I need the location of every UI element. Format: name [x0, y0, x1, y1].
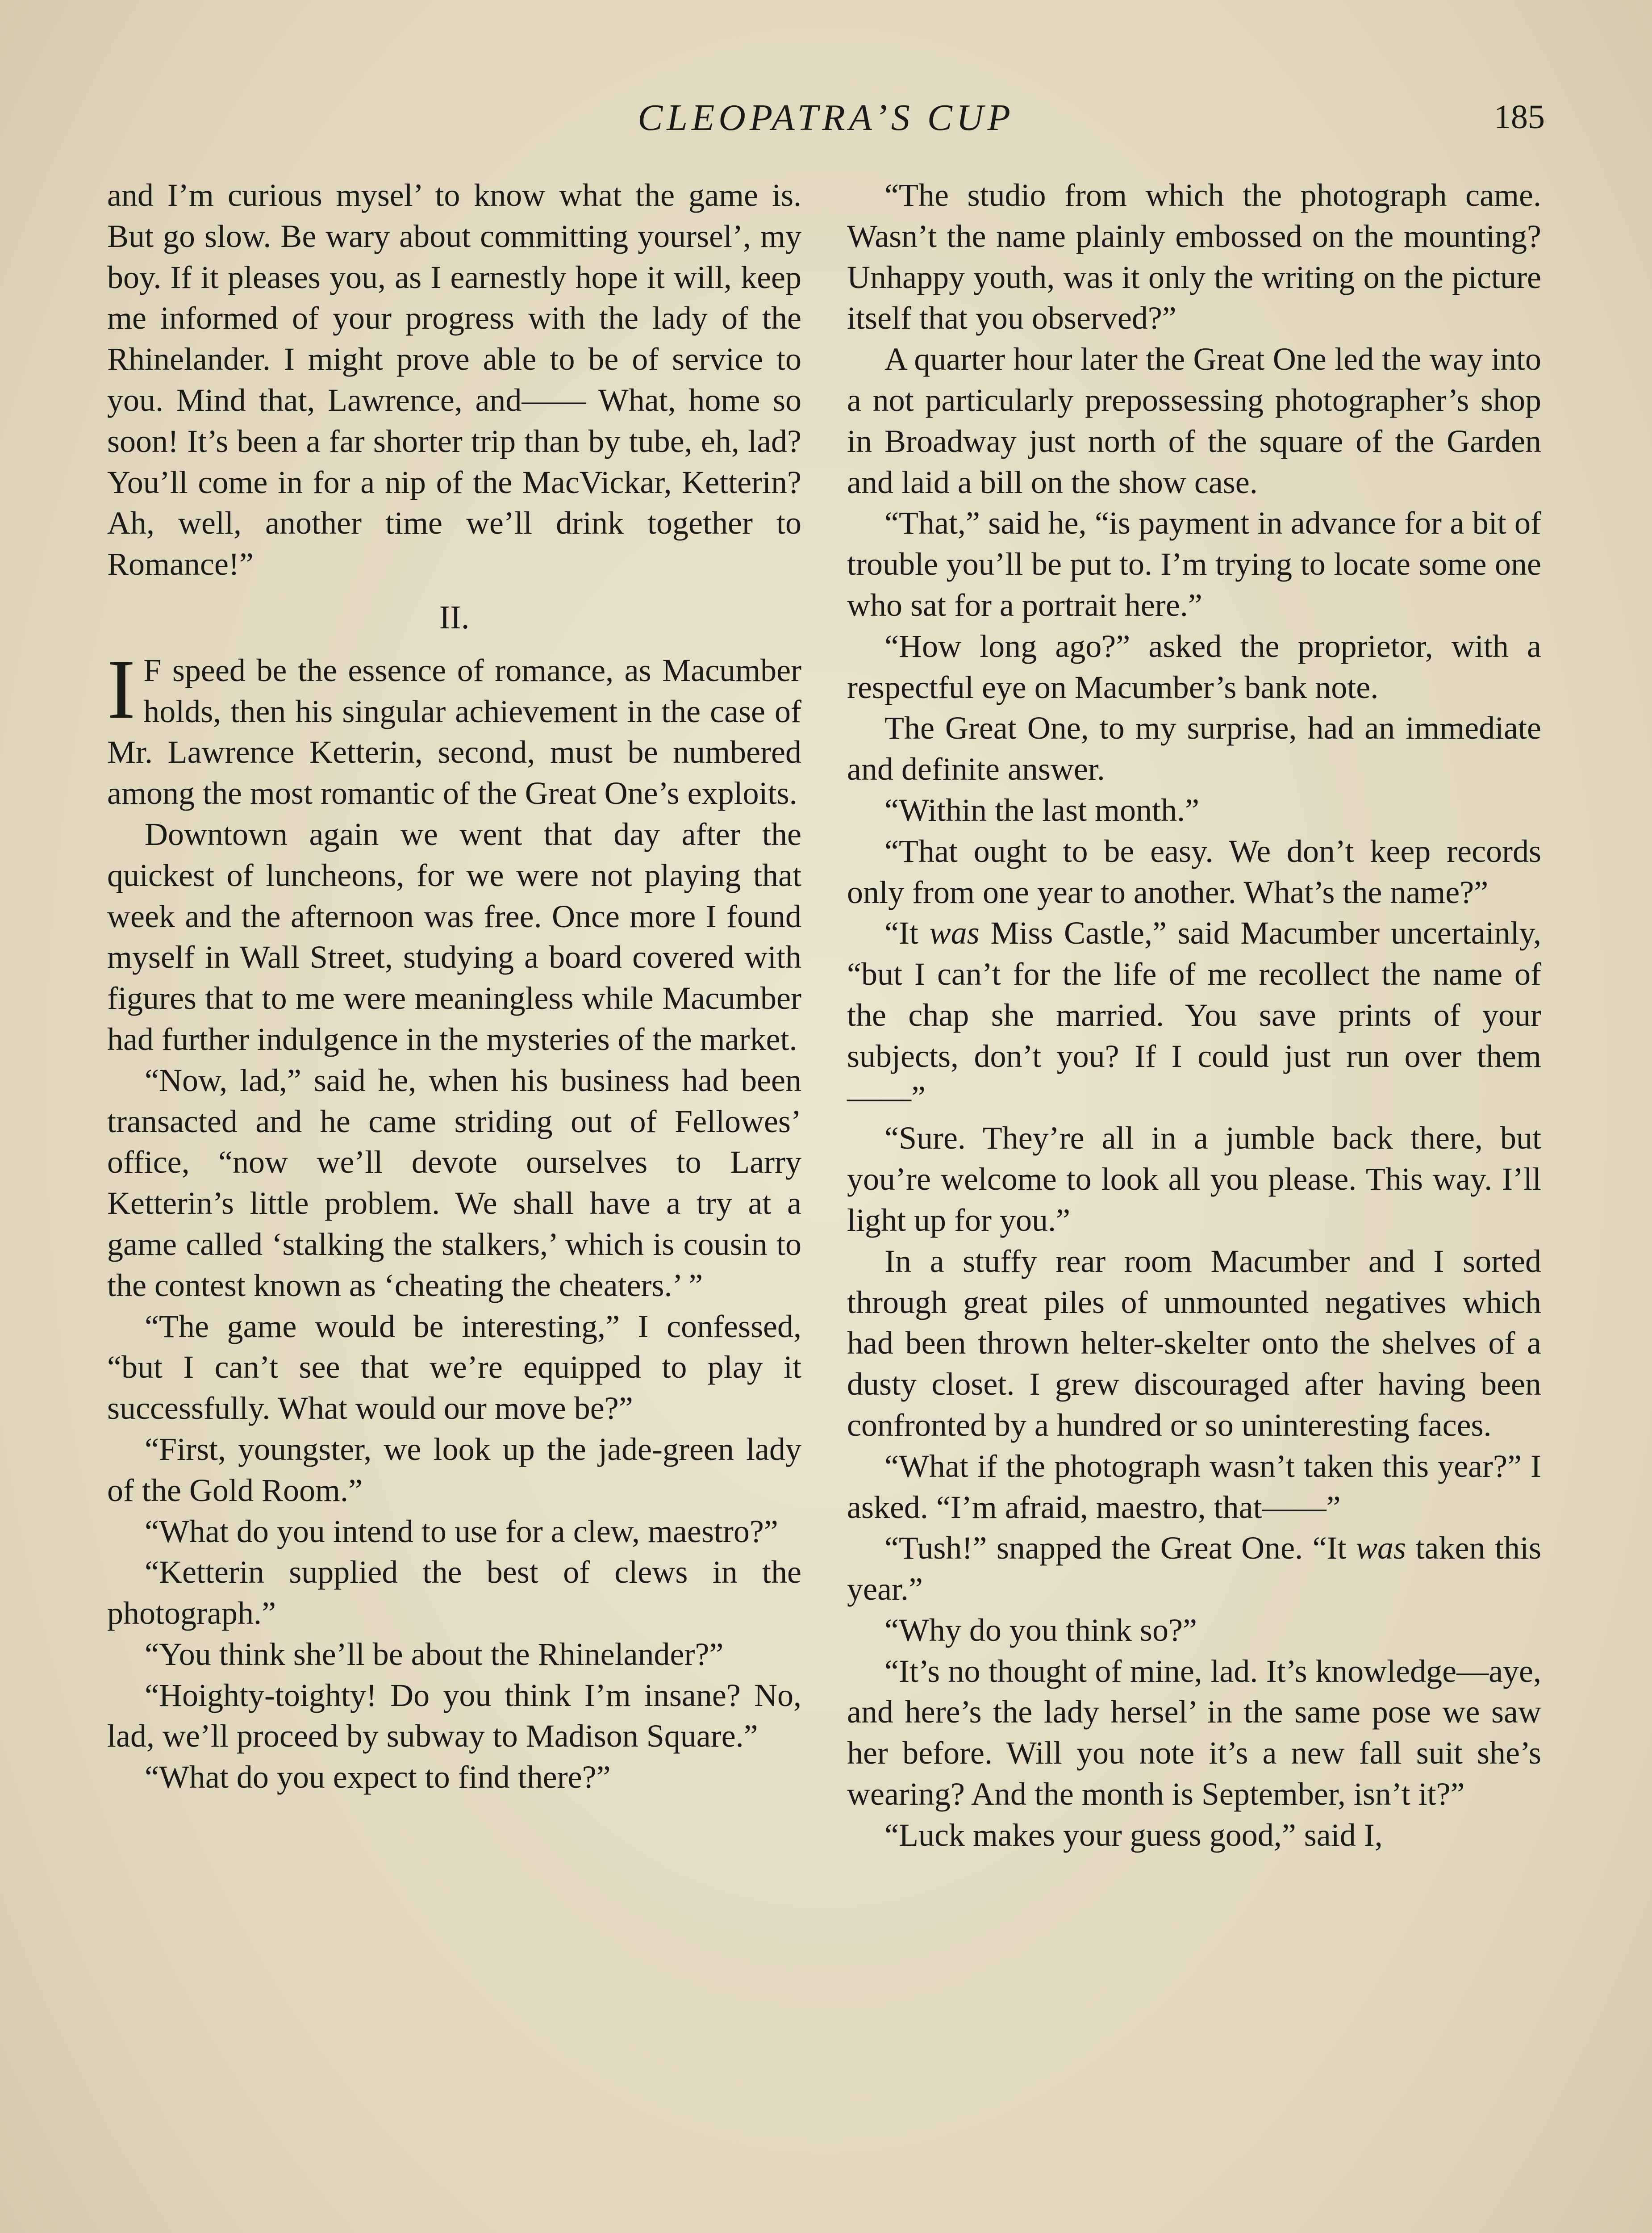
paragraph-text: “Tush!” snapped the Great One. “It	[884, 1530, 1356, 1566]
paragraph	[107, 642, 801, 814]
page-header	[0, 96, 1652, 145]
drop-cap: I	[107, 642, 136, 736]
paragraph-text: Miss Castle,” said Macumber uncertainly, “but I can’t for the life of me recollect the name of the chap she married. You save prints of your subjects, don’t you? If I could just run over them——”	[847, 915, 1541, 1115]
paragraph: “What if the photograph wasn’t taken this year?” I asked. “I’m afraid, maestro, that——”	[847, 1448, 1541, 1525]
paragraph: and I’m curious mysel’ to know what the game is. But go slow. Be wary about committing yoursel’, my boy. If it pleases you, as I earnestly hope it will, keep me informed of your progress with the lady of the Rhinelander. I might prove able to be of service to you. Mind that, Lawrence, and—— What, home so soon! It’s been a far shorter trip than by tube, eh, lad? You’ll come in for a nip of the MacVickar, Ketterin? Ah, well, another time we’ll drink together to Romance!”	[107, 177, 801, 582]
paragraph: “Now, lad,” said he, when his business had been transacted and he came striding out of Fellowes’ office, “now we’ll devote ourselves to Larry Ketterin’s little problem. We shall have a try at a game called ‘stalking the stalkers,’ which is cousin to the contest known as ‘cheating the cheaters.’ ”	[107, 1062, 801, 1303]
paragraph: “First, youngster, we look up the jade-green lady of the Gold Room.”	[107, 1431, 801, 1508]
paragraph: “It’s no thought of mine, lad. It’s knowledge—aye, and here’s the lady hersel’ in the same pose we saw her before. Will you note it’s a new fall suit she’s wearing? And the month is September, isn’t it?”	[847, 1653, 1541, 1812]
paragraph-text: F speed be the essence of romance, as Macumber holds, then his singular achievement in the case of Mr. Lawrence Ketterin, second, must be numbered among the most romantic of the Great One’s exploits.	[107, 652, 801, 811]
paragraph: “You think she’ll be about the Rhinelander?”	[145, 1636, 724, 1672]
italic-word: was	[929, 915, 980, 951]
paragraph: Downtown again we went that day after the quickest of luncheons, for we were not playing that week and the afternoon was free. Once more I found myself in Wall Street, studying a board covered with figures that to me were meaningless while Macumber had further indulgence in the mysteries of the market.	[107, 816, 801, 1057]
paragraph: “Why do you think so?”	[884, 1612, 1197, 1648]
paragraph: “Ketterin supplied the best of clews in the photograph.”	[107, 1554, 801, 1631]
page-number: 185	[1494, 98, 1545, 136]
paragraph-text: “It	[884, 915, 930, 951]
paragraph: “Luck makes your guess good,” said I,	[884, 1817, 1383, 1853]
paragraph: A quarter hour later the Great One led the way into a not particularly prepossessing photographer’s shop in Broadway just north of the square of the Garden and laid a bill on the show case.	[847, 341, 1541, 500]
paragraph: “The game would be interesting,” I confessed, “but I can’t see that we’re equipped to play it successfully. What would our move be?”	[107, 1308, 801, 1426]
left-column	[107, 175, 801, 1798]
paragraph: “The studio from which the photograph came. Wasn’t the name plainly embossed on the mounting? Unhappy youth, was it only the writing on the picture itself that you observed?”	[847, 177, 1541, 336]
paragraph-text: taken this year.”	[847, 1530, 1541, 1607]
paragraph: “That,” said he, “is payment in advance for a bit of trouble you’ll be put to. I’m trying to locate some one who sat for a portrait here.”	[847, 505, 1541, 623]
paragraph: “That ought to be easy. We don’t keep records only from one year to another. What’s the name?”	[847, 833, 1541, 910]
italic-word: was	[1356, 1530, 1406, 1566]
paragraph: “What do you expect to find there?”	[145, 1759, 611, 1795]
right-column	[847, 175, 1541, 1856]
running-title: CLEOPATRA’S CUP	[638, 97, 1014, 138]
paragraph	[847, 1528, 1541, 1610]
paragraph: “Sure. They’re all in a jumble back there, but you’re welcome to look all you please. This way. I’ll light up for you.”	[847, 1120, 1541, 1238]
paragraph: “What do you intend to use for a clew, maestro?”	[145, 1513, 778, 1549]
paragraph: The Great One, to my surprise, had an immediate and definite answer.	[847, 710, 1541, 787]
paragraph	[847, 913, 1541, 1118]
paragraph: “Within the last month.”	[884, 792, 1199, 828]
paragraph: In a stuffy rear room Macumber and I sorted through great piles of unmounted negatives which had been thrown helter-skelter onto the shelves of a dusty closet. I grew discouraged after having been confronted by a hundred or so uninteresting faces.	[847, 1243, 1541, 1443]
paragraph: “Hoighty-toighty! Do you think I’m insane? No, lad, we’ll proceed by subway to Madison Square.”	[107, 1677, 801, 1754]
paragraph: “How long ago?” asked the proprietor, with a respectful eye on Macumber’s bank note.	[847, 628, 1541, 705]
section-heading: II.	[439, 599, 470, 636]
